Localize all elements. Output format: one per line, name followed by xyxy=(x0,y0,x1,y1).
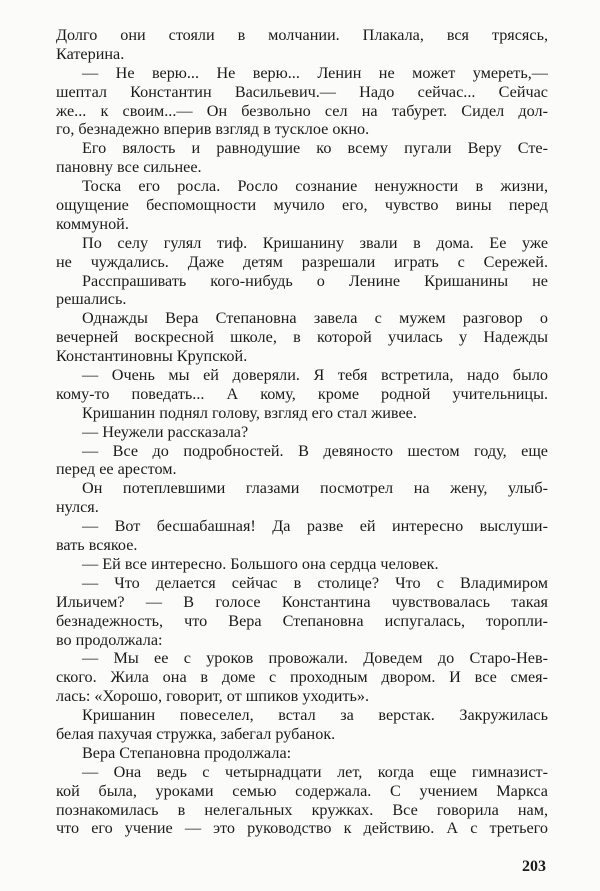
text-line: Вера Степановна продолжала: xyxy=(82,743,292,762)
text-line: — Все до подробностей. В девяносто шестом году, еще xyxy=(82,441,548,460)
text-line: Однажды Вера Степановна завела с мужем разговор о xyxy=(82,309,548,328)
text-line: ощущение беспомощности мучило его, чувство вины перед xyxy=(56,196,548,215)
text-line: перед ее арестом. xyxy=(56,460,177,479)
text-line: — Не верю... Не верю... Ленин не может умереть,— xyxy=(82,63,548,82)
text-line: кой была, уроками семью содержала. С учением Маркса xyxy=(56,781,548,800)
text-line: го, безнадежно вперив взгляд в тусклое окно. xyxy=(56,120,370,139)
text-line: же... к своим...— Он безвольно сел на табурет. Сидел дол- xyxy=(56,101,548,120)
text-line: безнадежность, что Вера Степановна испугалась, торопли- xyxy=(56,611,548,630)
body-text xyxy=(56,26,548,838)
text-line: что его учение — это руководство к действию. А с третьего xyxy=(56,819,548,838)
text-line: Ильичем? — В голосе Константина чувствовалась такая xyxy=(56,592,548,611)
text-line: познакомилась в нелегальных кружках. Все говорила нам, xyxy=(56,800,548,819)
text-line: пановну все сильнее. xyxy=(56,158,202,177)
text-line: — Вот бесшабашная! Да разве ей интересно выслуши- xyxy=(82,517,548,536)
text-line: решались. xyxy=(56,290,127,309)
text-line: Константиновны Крупской. xyxy=(56,347,248,366)
text-line: шептал Константин Васильевич.— Надо сейчас... Сейчас xyxy=(56,82,548,101)
text-line: Катерина. xyxy=(56,44,125,63)
page-number: 203 xyxy=(522,858,546,875)
text-line: вечерней воскресной школе, в которой училась у Надежды xyxy=(56,328,548,347)
text-line: По селу гулял тиф. Кришанину звали в дома. Ее уже xyxy=(82,233,548,252)
text-line: не чуждались. Даже детям разрешали играть с Сережей. xyxy=(56,252,548,271)
text-line: нулся. xyxy=(56,498,99,517)
text-line: — Что делается сейчас в столице? Что с Владимиром xyxy=(82,573,548,592)
text-line: Тоска его росла. Росло сознание ненужности в жизни, xyxy=(82,177,548,196)
text-line: Кришанин поднял голову, взгляд его стал живее. xyxy=(82,403,417,422)
text-line: кому-то поведать... А кому, кроме родной учительницы. xyxy=(56,384,548,403)
text-line: Его вялость и равнодушие ко всему пугали Веру Сте- xyxy=(82,139,548,158)
text-line: лась: «Хорошо, говорит, от шпиков уходить». xyxy=(56,687,370,706)
text-line: вать всякое. xyxy=(56,536,138,555)
text-line: белая пахучая стружка, забегал рубанок. xyxy=(56,724,336,743)
text-line: Он потеплевшими глазами посмотрел на жену, улыб- xyxy=(82,479,548,498)
text-line: — Неужели рассказала? xyxy=(82,422,249,441)
text-line: — Ей все интересно. Большого она сердца человек. xyxy=(82,554,439,573)
text-line: Кришанин повеселел, встал за верстак. Закружилась xyxy=(82,706,548,725)
text-line: — Мы ее с уроков провожали. Доведем до Старо-Нев- xyxy=(82,649,548,668)
text-line: ского. Жила она в доме с проходным двором. И все смея- xyxy=(56,668,548,687)
text-line: Расспрашивать кого-нибудь о Ленине Кришанины не xyxy=(82,271,548,290)
text-line: во продолжала: xyxy=(56,630,163,649)
text-line: — Она ведь с четырнадцати лет, когда еще гимназист- xyxy=(82,762,548,781)
text-line: коммуной. xyxy=(56,214,129,233)
text-line: — Очень мы ей доверяли. Я тебя встретила, надо было xyxy=(82,366,548,385)
text-line: Долго они стояли в молчании. Плакала, вся трясясь, xyxy=(56,26,548,44)
